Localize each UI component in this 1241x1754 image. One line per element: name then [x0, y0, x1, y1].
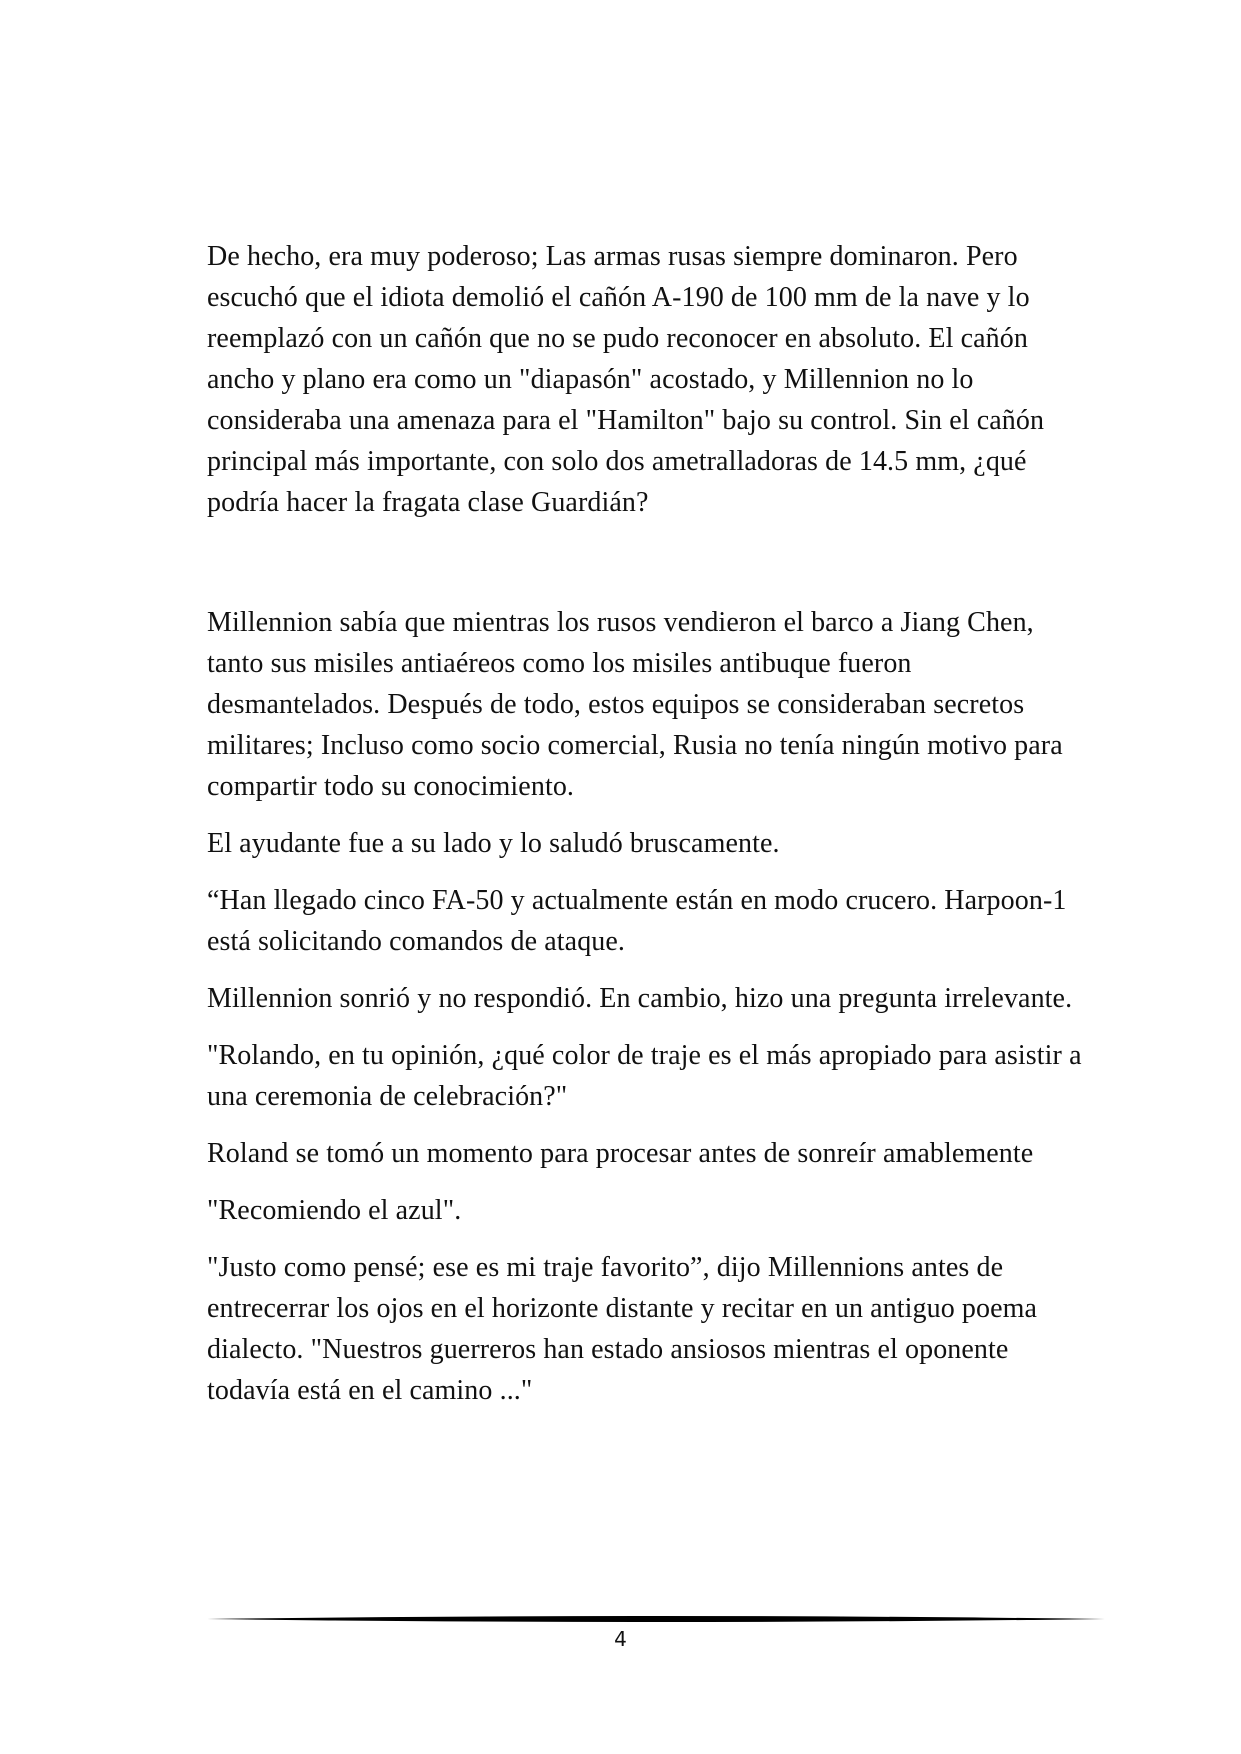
paragraph: "Rolando, en tu opinión, ¿qué color de traje es el más apropiado para asistir a una ceremonia de celebración?" — [207, 1040, 1082, 1112]
paragraph: El ayudante fue a su lado y lo saludó bruscamente. — [207, 828, 780, 859]
paragraph: “Han llegado cinco FA-50 y actualmente están en modo crucero. Harpoon-1 está solicitando comandos de ataque. — [207, 885, 1067, 957]
footer-divider — [207, 1614, 1105, 1624]
section-break — [207, 539, 1087, 602]
body-text — [207, 236, 1087, 1427]
paragraph: Millennion sonrió y no respondió. En cambio, hizo una pregunta irrelevante. — [207, 983, 1073, 1014]
paragraph: Roland se tomó un momento para procesar antes de sonreír amablemente — [207, 1138, 1034, 1169]
page-number: 4 — [614, 1627, 627, 1651]
paragraph: "Justo como pensé; ese es mi traje favorito”, dijo Millennions antes de entrecerrar los ojos en el horizonte distante y recitar en un antiguo poema dialecto. "Nuestros guerreros han estado ansiosos mientras el oponente todavía está en el camino ..." — [207, 1252, 1038, 1406]
paragraph: Millennion sabía que mientras los rusos vendieron el barco a Jiang Chen, tanto sus misiles antiaéreos como los misiles antibuque fueron desmantelados. Después de todo, estos equipos se consideraban secretos militares; Incluso como socio comercial, Rusia no tenía ningún motivo para compartir todo su conocimiento. — [207, 607, 1063, 802]
footer-divider-line — [207, 1614, 1105, 1624]
paragraph: De hecho, era muy poderoso; Las armas rusas siempre dominaron. Pero escuchó que el idiota demolió el cañón A-190 de 100 mm de la nave y lo reemplazó con un cañón que no se pudo reconocer en absoluto. El cañón ancho y plano era como un "diapasón" acostado, y Millennion no lo consideraba una amenaza para el "Hamilton" bajo su control. Sin el cañón principal más importante, con solo dos ametralladoras de 14.5 mm, ¿qué podría hacer la fragata clase Guardián? — [207, 241, 1045, 518]
paragraph: "Recomiendo el azul". — [207, 1195, 462, 1226]
